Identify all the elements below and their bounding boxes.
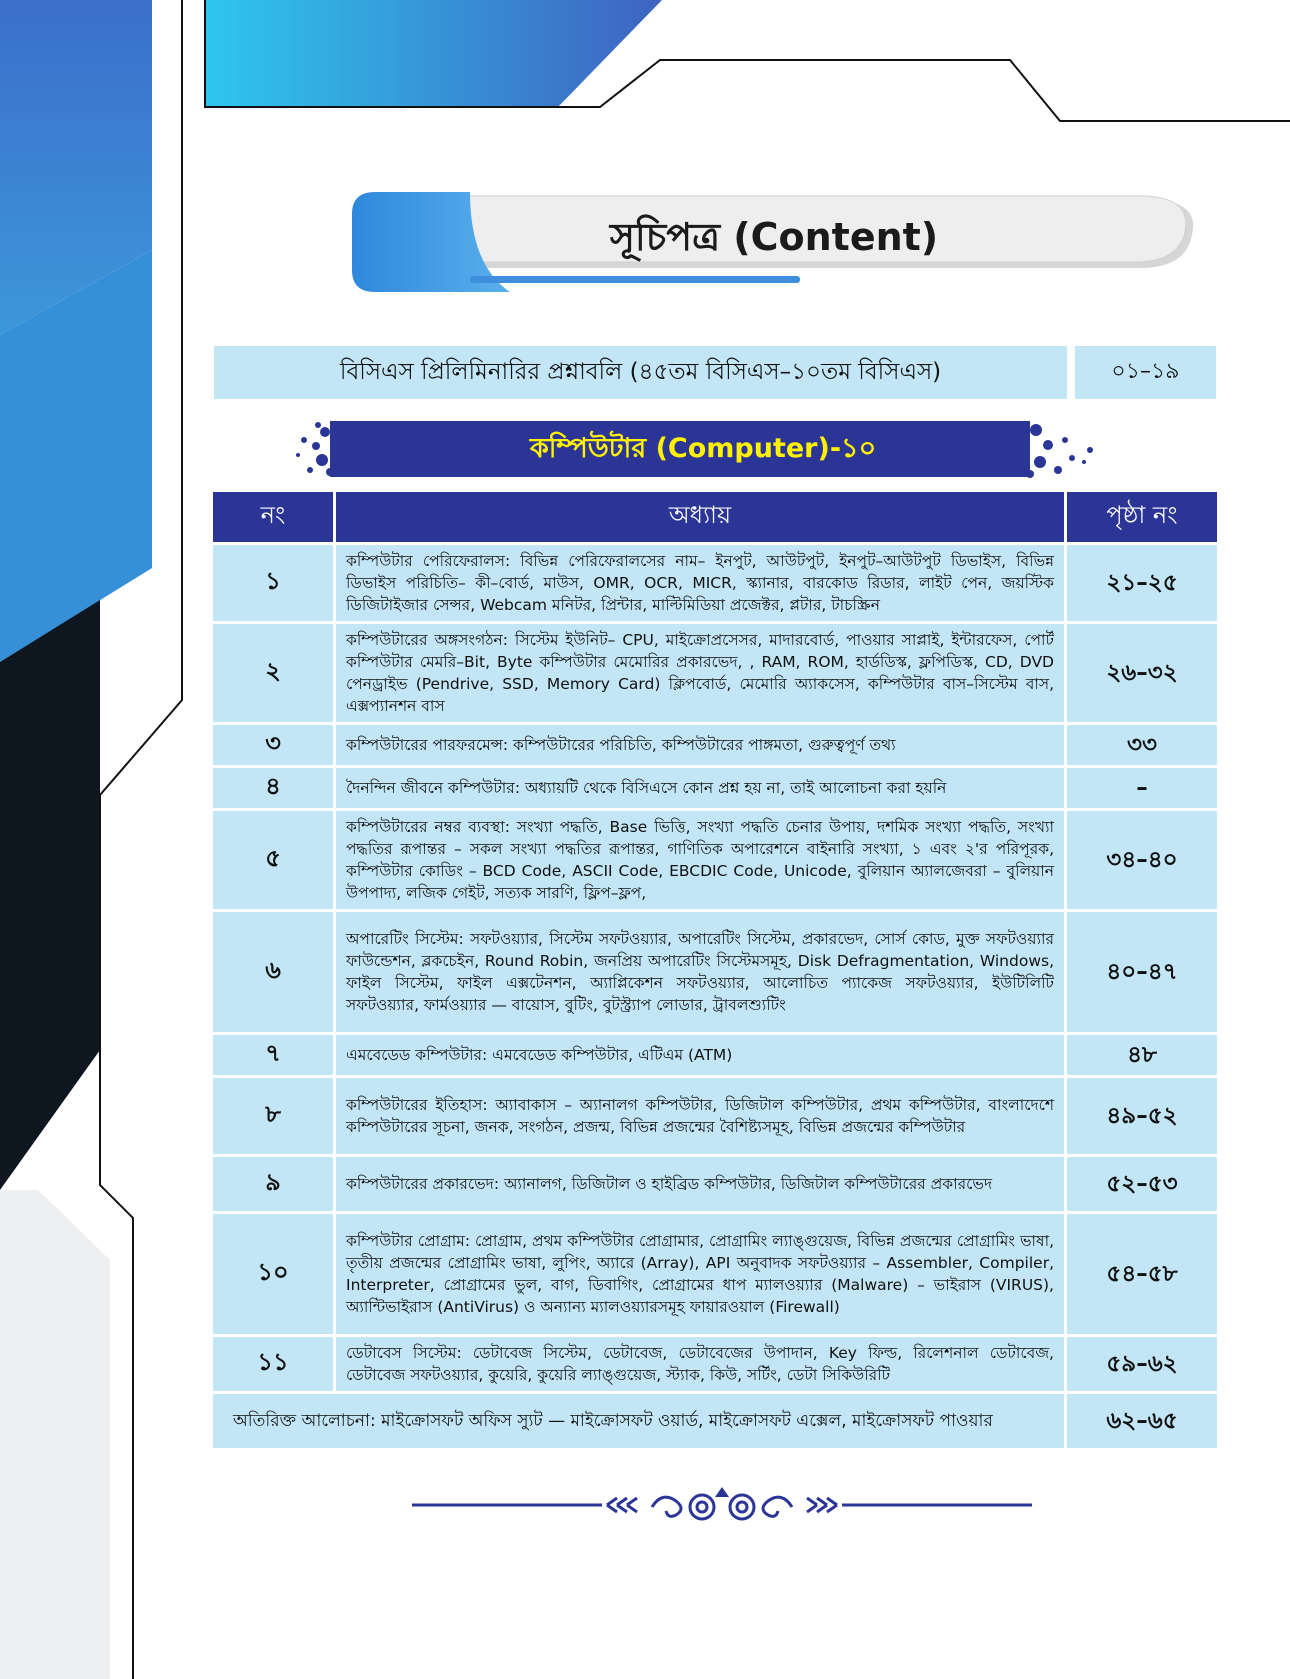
row-number: ৬ [213,912,333,1032]
table-row [213,1214,1217,1334]
row-pages: ৫৯–৬২ [1064,1337,1217,1391]
row-pages: ৫২–৫৩ [1064,1157,1217,1211]
header-number: নং [213,492,333,542]
row-number: ৫ [213,811,333,909]
bottom-ornament [412,1485,1032,1527]
row-pages: ৪০–৪৭ [1064,912,1217,1032]
row-number: ৭ [213,1035,333,1075]
row-topic: কম্পিউটারের ইতিহাস: অ্যাবাকাস – অ্যানালগ কম্পিউটার, ডিজিটাল কম্পিউটার, প্রথম কম্পিউটার, বাংলাদেশে কম্পিউটারের সূচনা, জনক, সংগঠন, প্রজন্ম, বিভিন্ন প্রজন্মের বৈশিষ্ট্যসমূহ, বিভিন্ন প্রজন্মের কম্পিউটার [333,1078,1064,1154]
table-row [213,725,1217,765]
title-block [352,192,1196,292]
page-title: সূচিপত্র (Content) [609,215,939,259]
table-row [213,624,1217,722]
table-row [213,1078,1217,1154]
header-page: পৃষ্ঠা নং [1064,492,1217,542]
table-row [213,1035,1217,1075]
section-title: কম্পিউটার (Computer)-১০ [529,433,877,464]
table-row [213,1157,1217,1211]
row-number: ১১ [213,1337,333,1391]
header-chapter: অধ্যায় [333,492,1064,542]
contents-table [213,489,1217,1451]
row-topic: কম্পিউটার প্রোগ্রাম: প্রোগ্রাম, প্রথম কম্পিউটার প্রোগ্রামার, প্রোগ্রামিং ল্যাঙ্গুয়েজ, বিভিন্ন প্রজন্মের প্রোগ্রামিং ভাষা, তৃতীয় প্রজন্মের প্রোগ্রামিং ভাষা, লুপিং, অ্যারে (Array), API অনুবাদক সফটওয়্যার – Assembler, Compiler, Interpreter, প্রোগ্রামের ভুল, বাগ, ডিবাগিং, প্রোগ্রামের ধাপ ম্যালওয়্যার (Malware) – ভাইরাস (VIRUS), অ্যান্টিভাইরাস (AntiVirus) ও অন্যান্য ম্যালওয়্যারসমূহ ফায়ারওয়াল (Firewall) [333,1214,1064,1334]
table-row [213,768,1217,808]
row-topic: দৈনন্দিন জীবনে কম্পিউটার: অধ্যায়টি থেকে বিসিএসে কোন প্রশ্ন হয় না, তাই আলোচনা করা হয়নি [333,768,1064,808]
row-pages: ৩৩ [1064,725,1217,765]
row-topic: কম্পিউটারের অঙ্গসংগঠন: সিস্টেম ইউনিট– CPU, মাইক্রোপ্রসেসর, মাদারবোর্ড, পাওয়ার সাপ্লাই, ইন্টারফেস, পোর্ট কম্পিউটার মেমরি–Bit, Byte কম্পিউটার মেমোরির প্রকারভেদ, , RAM, ROM, হার্ডডিস্ক, ফ্লপিডিস্ক, CD, DVD পেনড্রাইভ (Pendrive, SSD, Memory Card) ক্লিপবোর্ড, মেমোরি অ্যাকসেস, কম্পিউটার বাস–সিস্টেম বাস, এক্সপ্যানশন বাস [333,624,1064,722]
row-topic: অপারেটিং সিস্টেম: সফটওয়্যার, সিস্টেম সফটওয়্যার, অপারেটিং সিস্টেম, প্রকারভেদ, সোর্স কোড, মুক্ত সফটওয়্যার ফাউন্ডেশন, ব্লকচেইন, Round Robin, জনপ্রিয় অপারেটিং সিস্টেমসমূহ, Disk Defragmentation, Windows, ফাইল সিস্টেম, ফাইল এক্সটেনশন, অ্যাপ্লিকেশন সফটওয়্যার, আলোচিত প্যাকেজ সফটওয়্যার, ইউটিলিটি সফটওয়্যার, ফার্মওয়্যার — বায়োস, বুটিং, বুটস্ট্র্যাপ লোডার, ট্রাবলশ্যুটিং [333,912,1064,1032]
prelim-row [214,346,1216,399]
row-number: ৮ [213,1078,333,1154]
table-row [213,1337,1217,1391]
table-row [213,912,1217,1032]
row-number: ৪ [213,768,333,808]
row-pages: ২৬–৩২ [1064,624,1217,722]
extra-pages: ৬২–৬৫ [1064,1394,1217,1448]
table-row [213,811,1217,909]
row-number: ১ [213,545,333,621]
row-topic: ডেটাবেস সিস্টেম: ডেটাবেজ সিস্টেম, ডেটাবেজ, ডেটাবেজের উপাদান, Key ফিল্ড, রিলেশনাল ডেটাবেজ, ডেটাবেজ সফটওয়্যার, কুয়েরি, কুয়েরি ল্যাঙ্গুয়েজ, স্ট্যাক, কিউ, সর্টিং, ডেটা সিকিউরিটি [333,1337,1064,1391]
row-pages: ৫৪–৫৮ [1064,1214,1217,1334]
row-topic: কম্পিউটার পেরিফেরালস: বিভিন্ন পেরিফেরালসের নাম– ইনপুট, আউটপুট, ইনপুট–আউটপুট ডিভাইস, বিভিন্ন ডিভাইস পরিচিতি– কী–বোর্ড, মাউস, OMR, OCR, MICR, স্ক্যানার, বারকোড রিডার, লাইট পেন, জয়স্টিক ডিজিটাইজার সেন্সর, Webcam মনিটর, প্রিন্টার, মাল্টিমিডিয়া প্রজেক্টর, প্লটার, টাচস্ক্রিন [333,545,1064,621]
row-pages: – [1064,768,1217,808]
prelim-pages: ০১–১৯ [1075,346,1216,399]
row-number: ৩ [213,725,333,765]
extra-topic: অতিরিক্ত আলোচনা: মাইক্রোসফট অফিস স্যুট — মাইক্রোসফট ওয়ার্ড, মাইক্রোসফট এক্সেল, মাইক্রোসফট পাওয়ার [213,1394,1064,1448]
row-topic: কম্পিউটারের প্রকারভেদ: অ্যানালগ, ডিজিটাল ও হাইব্রিড কম্পিউটার, ডিজিটাল কম্পিউটারের প্রকারভেদ [333,1157,1064,1211]
row-pages: ৩৪–৪০ [1064,811,1217,909]
prelim-title: বিসিএস প্রিলিমিনারির প্রশ্নাবলি (৪৫তম বিসিএস–১০তম বিসিএস) [214,346,1067,399]
row-topic: কম্পিউটারের পারফরমেন্স: কম্পিউটারের পরিচিতি, কম্পিউটারের পাঙ্গমতা, গুরুত্বপূর্ণ তথ্য [333,725,1064,765]
section-banner [300,418,1106,478]
row-topic: এমবেডেড কম্পিউটার: এমবেডেড কম্পিউটার, এটিএম (ATM) [333,1035,1064,1075]
row-number: ১০ [213,1214,333,1334]
row-number: ৯ [213,1157,333,1211]
row-pages: ২১–২৫ [1064,545,1217,621]
table-header-row [213,492,1217,542]
extra-row [213,1394,1217,1448]
row-pages: ৪৮ [1064,1035,1217,1075]
table-row [213,545,1217,621]
row-number: ২ [213,624,333,722]
row-topic: কম্পিউটারের নম্বর ব্যবস্থা: সংখ্যা পদ্ধতি, Base ভিত্তি, সংখ্যা পদ্ধতি চেনার উপায়, দশমিক সংখ্যা পদ্ধতি, সংখ্যা পদ্ধতির রূপান্তর – সকল সংখ্যা পদ্ধতির রূপান্তর, গাণিতিক অপারেশনে বাইনারি সংখ্যা, ১ এবং ২'র পরিপূরক, কম্পিউটার কোডিং – BCD Code, ASCII Code, EBCDIC Code, Unicode, বুলিয়ান অ্যালজেবরা – বুলিয়ান উপপাদ্য, লজিক গেইট, সত্যক সারণি, ফ্লিপ–ফ্লপ, [333,811,1064,909]
row-pages: ৪৯–৫২ [1064,1078,1217,1154]
